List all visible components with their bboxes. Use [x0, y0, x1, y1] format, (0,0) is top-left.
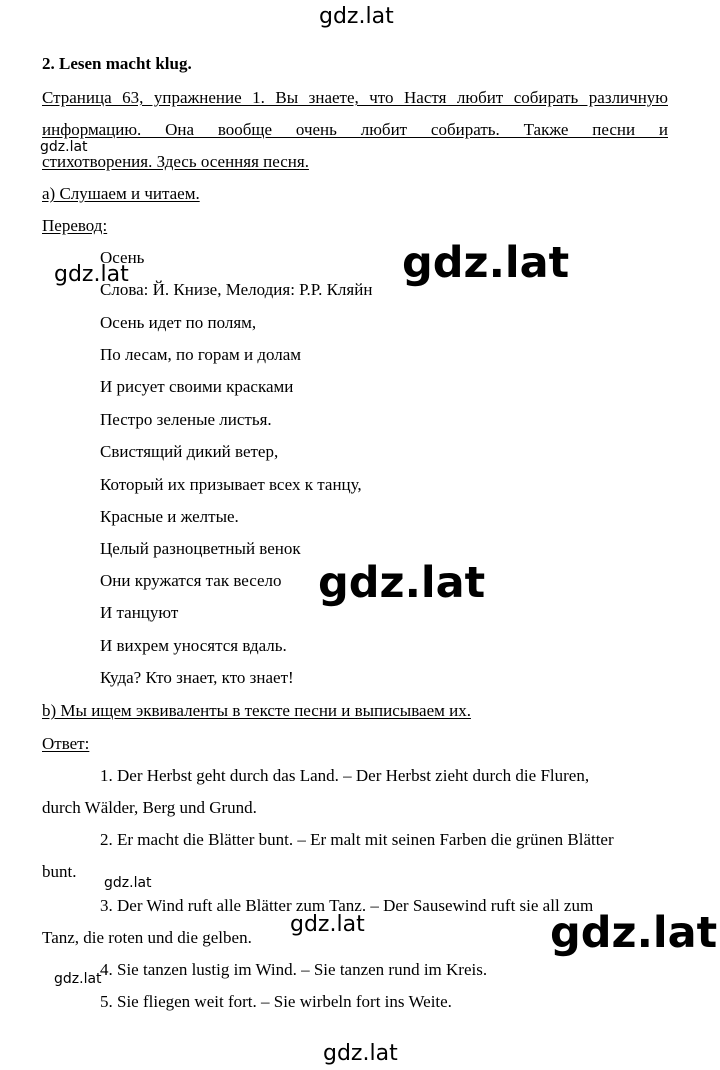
watermark-large: gdz.lat	[402, 238, 570, 288]
watermark-large: gdz.lat	[318, 558, 486, 608]
watermark-medium: gdz.lat	[290, 912, 365, 937]
poem-line: Свистящий дикий ветер,	[100, 442, 279, 461]
exercise-heading: 2. Lesen macht klug.	[42, 54, 192, 73]
watermark-large: gdz.lat	[550, 908, 718, 958]
answer-3-line-2: Tanz, die roten und die gelben.	[42, 928, 252, 947]
answer-5: 5. Sie fliegen weit fort. – Sie wirbeln fort ins Weite.	[100, 992, 452, 1011]
poem-line: Осень идет по полям,	[100, 313, 257, 332]
watermark-bottom: gdz.lat	[323, 1041, 398, 1066]
poem-line: Который их призывает всех к танцу,	[100, 475, 362, 494]
watermark-medium: gdz.lat	[54, 262, 129, 287]
poem-line: И танцуют	[100, 603, 179, 622]
answer-label: Ответ:	[42, 734, 90, 753]
answer-1-line-2: durch Wälder, Berg und Grund.	[42, 798, 257, 817]
intro-line-1: Страница 63, упражнение 1. Вы знаете, что Настя любит собирать различную	[42, 88, 668, 107]
poem-line: И вихрем уносятся вдаль.	[100, 636, 287, 655]
watermark-small: gdz.lat	[54, 971, 102, 987]
poem-line: Они кружатся так весело	[100, 571, 282, 590]
answer-2-line-1: 2. Er macht die Blätter bunt. – Er malt mit seinen Farben die grünen Blätter	[100, 830, 614, 849]
poem-line: По лесам, по горам и долам	[100, 345, 302, 364]
watermark-small: gdz.lat	[104, 875, 152, 891]
task-a: a) Слушаем и читаем.	[42, 184, 200, 203]
answer-4: 4. Sie tanzen lustig im Wind. – Sie tanzen rund im Kreis.	[100, 960, 488, 979]
poem-title: Осень	[100, 248, 145, 267]
watermark-top: gdz.lat	[319, 4, 394, 29]
watermark-small: gdz.lat	[40, 139, 88, 155]
intro-line-3: стихотворения. Здесь осенняя песня.	[42, 152, 309, 171]
answer-3-line-1: 3. Der Wind ruft alle Blätter zum Tanz. – Der Sausewind ruft sie all zum	[100, 896, 594, 915]
poem-line: Красные и желтые.	[100, 507, 239, 526]
answer-1-line-1: 1. Der Herbst geht durch das Land. – Der Herbst zieht durch die Fluren,	[100, 766, 590, 785]
translation-label: Перевод:	[42, 216, 108, 235]
poem-credits: Слова: Й. Книзе, Мелодия: Р.Р. Кляйн	[100, 280, 373, 299]
poem-line: И рисует своими красками	[100, 377, 294, 396]
intro-line-2: информацию. Она вообще очень любит собирать. Также песни и	[42, 120, 668, 139]
answer-2-line-2: bunt.	[42, 862, 77, 881]
task-b: b) Мы ищем эквиваленты в тексте песни и выписываем их.	[42, 701, 471, 720]
poem-line: Целый разноцветный венок	[100, 539, 301, 558]
poem-line: Куда? Кто знает, кто знает!	[100, 668, 294, 687]
poem-line: Пестро зеленые листья.	[100, 410, 272, 429]
